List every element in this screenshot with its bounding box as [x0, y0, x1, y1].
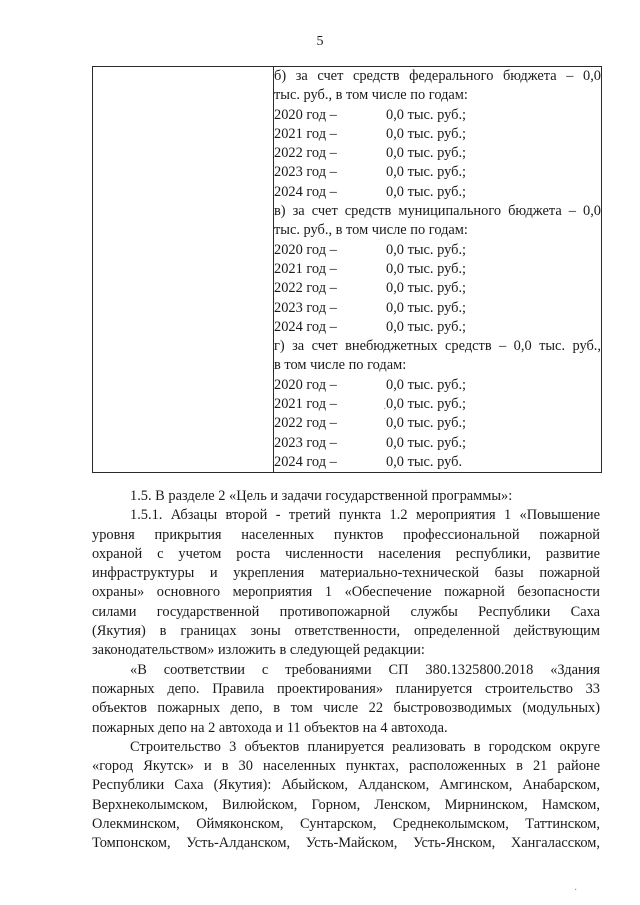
paragraph-line: «В соответствии с требованиями СП 380.1325800.2018 «Здания [130, 661, 600, 678]
year-row [274, 395, 601, 414]
year-label: 2021 год – [274, 396, 337, 413]
year-amount: 0,0 тыс. руб.; [386, 106, 467, 123]
paragraph-line: законодательством» изложить в следующей редакции: [92, 642, 425, 659]
year-label: 2021 год – [274, 125, 337, 142]
year-row [274, 434, 601, 453]
year-row [274, 299, 601, 318]
year-label: 2020 год – [274, 376, 337, 393]
paragraph-line: охраны» основного мероприятия 1 «Обеспечение пожарной безопасности [92, 584, 600, 601]
year-row [274, 414, 601, 433]
year-row [274, 376, 601, 395]
year-row [274, 125, 601, 144]
table-left-cell [93, 67, 274, 473]
paragraph-line: охраной с учетом роста численности населения республики, развитие [92, 545, 600, 562]
year-label: 2024 год – [274, 318, 337, 335]
year-label: 2020 год – [274, 241, 337, 258]
page-number: 5 [316, 34, 324, 49]
year-amount: 0,0 тыс. руб.; [386, 376, 467, 393]
table-right-cell [274, 67, 602, 473]
year-label: 2022 год – [274, 415, 337, 432]
year-amount: 0,0 тыс. руб.; [386, 280, 467, 297]
year-amount: 0,0 тыс. руб.; [386, 396, 467, 413]
paragraph-line: Республики Саха (Якутия): Абыйском, Алданском, Амгинском, Анабарском, [92, 777, 600, 794]
paragraph-line: «город Якутск» и в 30 населенных пунктах, расположенных в 21 районе [92, 758, 600, 775]
year-amount: 0,0 тыс. руб.; [386, 415, 467, 432]
year-row [274, 453, 601, 472]
paragraph-line: Верхнеколымском, Вилюйском, Горном, Ленском, Мирнинском, Намском, [92, 796, 600, 813]
section-heading-line: тыс. руб., в том числе по годам: [274, 87, 468, 104]
paragraph-line: объектов пожарных депо, в том числе 22 быстровозводимых (модульных) [92, 700, 600, 717]
budget-table [92, 66, 602, 473]
year-amount: 0,0 тыс. руб. [386, 453, 463, 470]
section-title-line: 1.5. В разделе 2 «Цель и задачи государственной программы»: [130, 488, 513, 504]
year-amount: 0,0 тыс. руб.; [386, 260, 467, 277]
section-heading-line: в) за счет средств муниципального бюджета – 0,0 [274, 203, 601, 220]
paragraph-line: Строительство 3 объектов планируется реализовать в городском округе [130, 738, 600, 755]
year-label: 2023 год – [274, 164, 337, 181]
year-row [274, 144, 601, 163]
year-amount: 0,0 тыс. руб.; [386, 183, 467, 200]
year-row [274, 318, 601, 337]
paragraph-line: уровня прикрытия населенных пунктов профессиональной пожарной [92, 526, 600, 543]
section-heading-line: б) за счет средств федерального бюджета – 0,0 [274, 68, 601, 84]
section-heading-line: в том числе по годам: [274, 357, 407, 374]
paragraph-line: силами государственной противопожарной службы Республики Саха [92, 603, 600, 620]
year-label: 2021 год – [274, 260, 337, 277]
year-row [274, 163, 601, 182]
year-label: 2023 год – [274, 299, 337, 316]
year-amount: 0,0 тыс. руб.; [386, 125, 467, 142]
year-label: 2022 год – [274, 280, 337, 297]
year-label: 2024 год – [274, 453, 337, 470]
paragraph-line: инфраструктуры и укрепления материально-технической базы пожарной [92, 565, 600, 582]
year-amount: 0,0 тыс. руб.; [386, 299, 467, 316]
year-amount: 0,0 тыс. руб.; [386, 434, 467, 451]
paragraph-line: 1.5.1. Абзацы второй - третий пункта 1.2 мероприятия 1 «Повышение [130, 507, 600, 524]
year-row [274, 241, 601, 260]
table-row [93, 67, 602, 473]
section-heading-line: г) за счет внебюджетных средств – 0,0 тыс. руб., [274, 338, 601, 355]
paragraph-line: Олекминском, Оймяконском, Сунтарском, Среднеколымском, Таттинском, [92, 816, 600, 833]
year-label: 2022 год – [274, 145, 337, 162]
paragraph-line: Томпонском, Усть-Алданском, Усть-Майском, Усть-Янском, Хангаласском, [92, 835, 600, 852]
scan-speck: · [383, 404, 387, 415]
paragraph-line: пожарных депо на 2 автохода и 11 объектов на 4 автохода. [92, 719, 448, 736]
year-row [274, 183, 601, 202]
year-label: 2024 год – [274, 183, 337, 200]
year-row [274, 279, 601, 298]
year-row [274, 260, 601, 279]
section-heading-line: тыс. руб., в том числе по годам: [274, 222, 468, 239]
year-label: 2023 год – [274, 434, 337, 451]
year-amount: 0,0 тыс. руб.; [386, 164, 467, 181]
document-body [92, 487, 600, 854]
year-amount: 0,0 тыс. руб.; [386, 145, 467, 162]
paragraph-line: пожарных депо. Правила проектирования» планируется строительство 33 [92, 680, 600, 697]
year-row [274, 106, 601, 125]
year-amount: 0,0 тыс. руб.; [386, 241, 467, 258]
year-amount: 0,0 тыс. руб.; [386, 318, 467, 335]
year-label: 2020 год – [274, 106, 337, 123]
paragraph-line: (Якутия) в границах зоны ответственности, определенной действующим [92, 623, 600, 640]
scan-speck: · [574, 885, 578, 896]
